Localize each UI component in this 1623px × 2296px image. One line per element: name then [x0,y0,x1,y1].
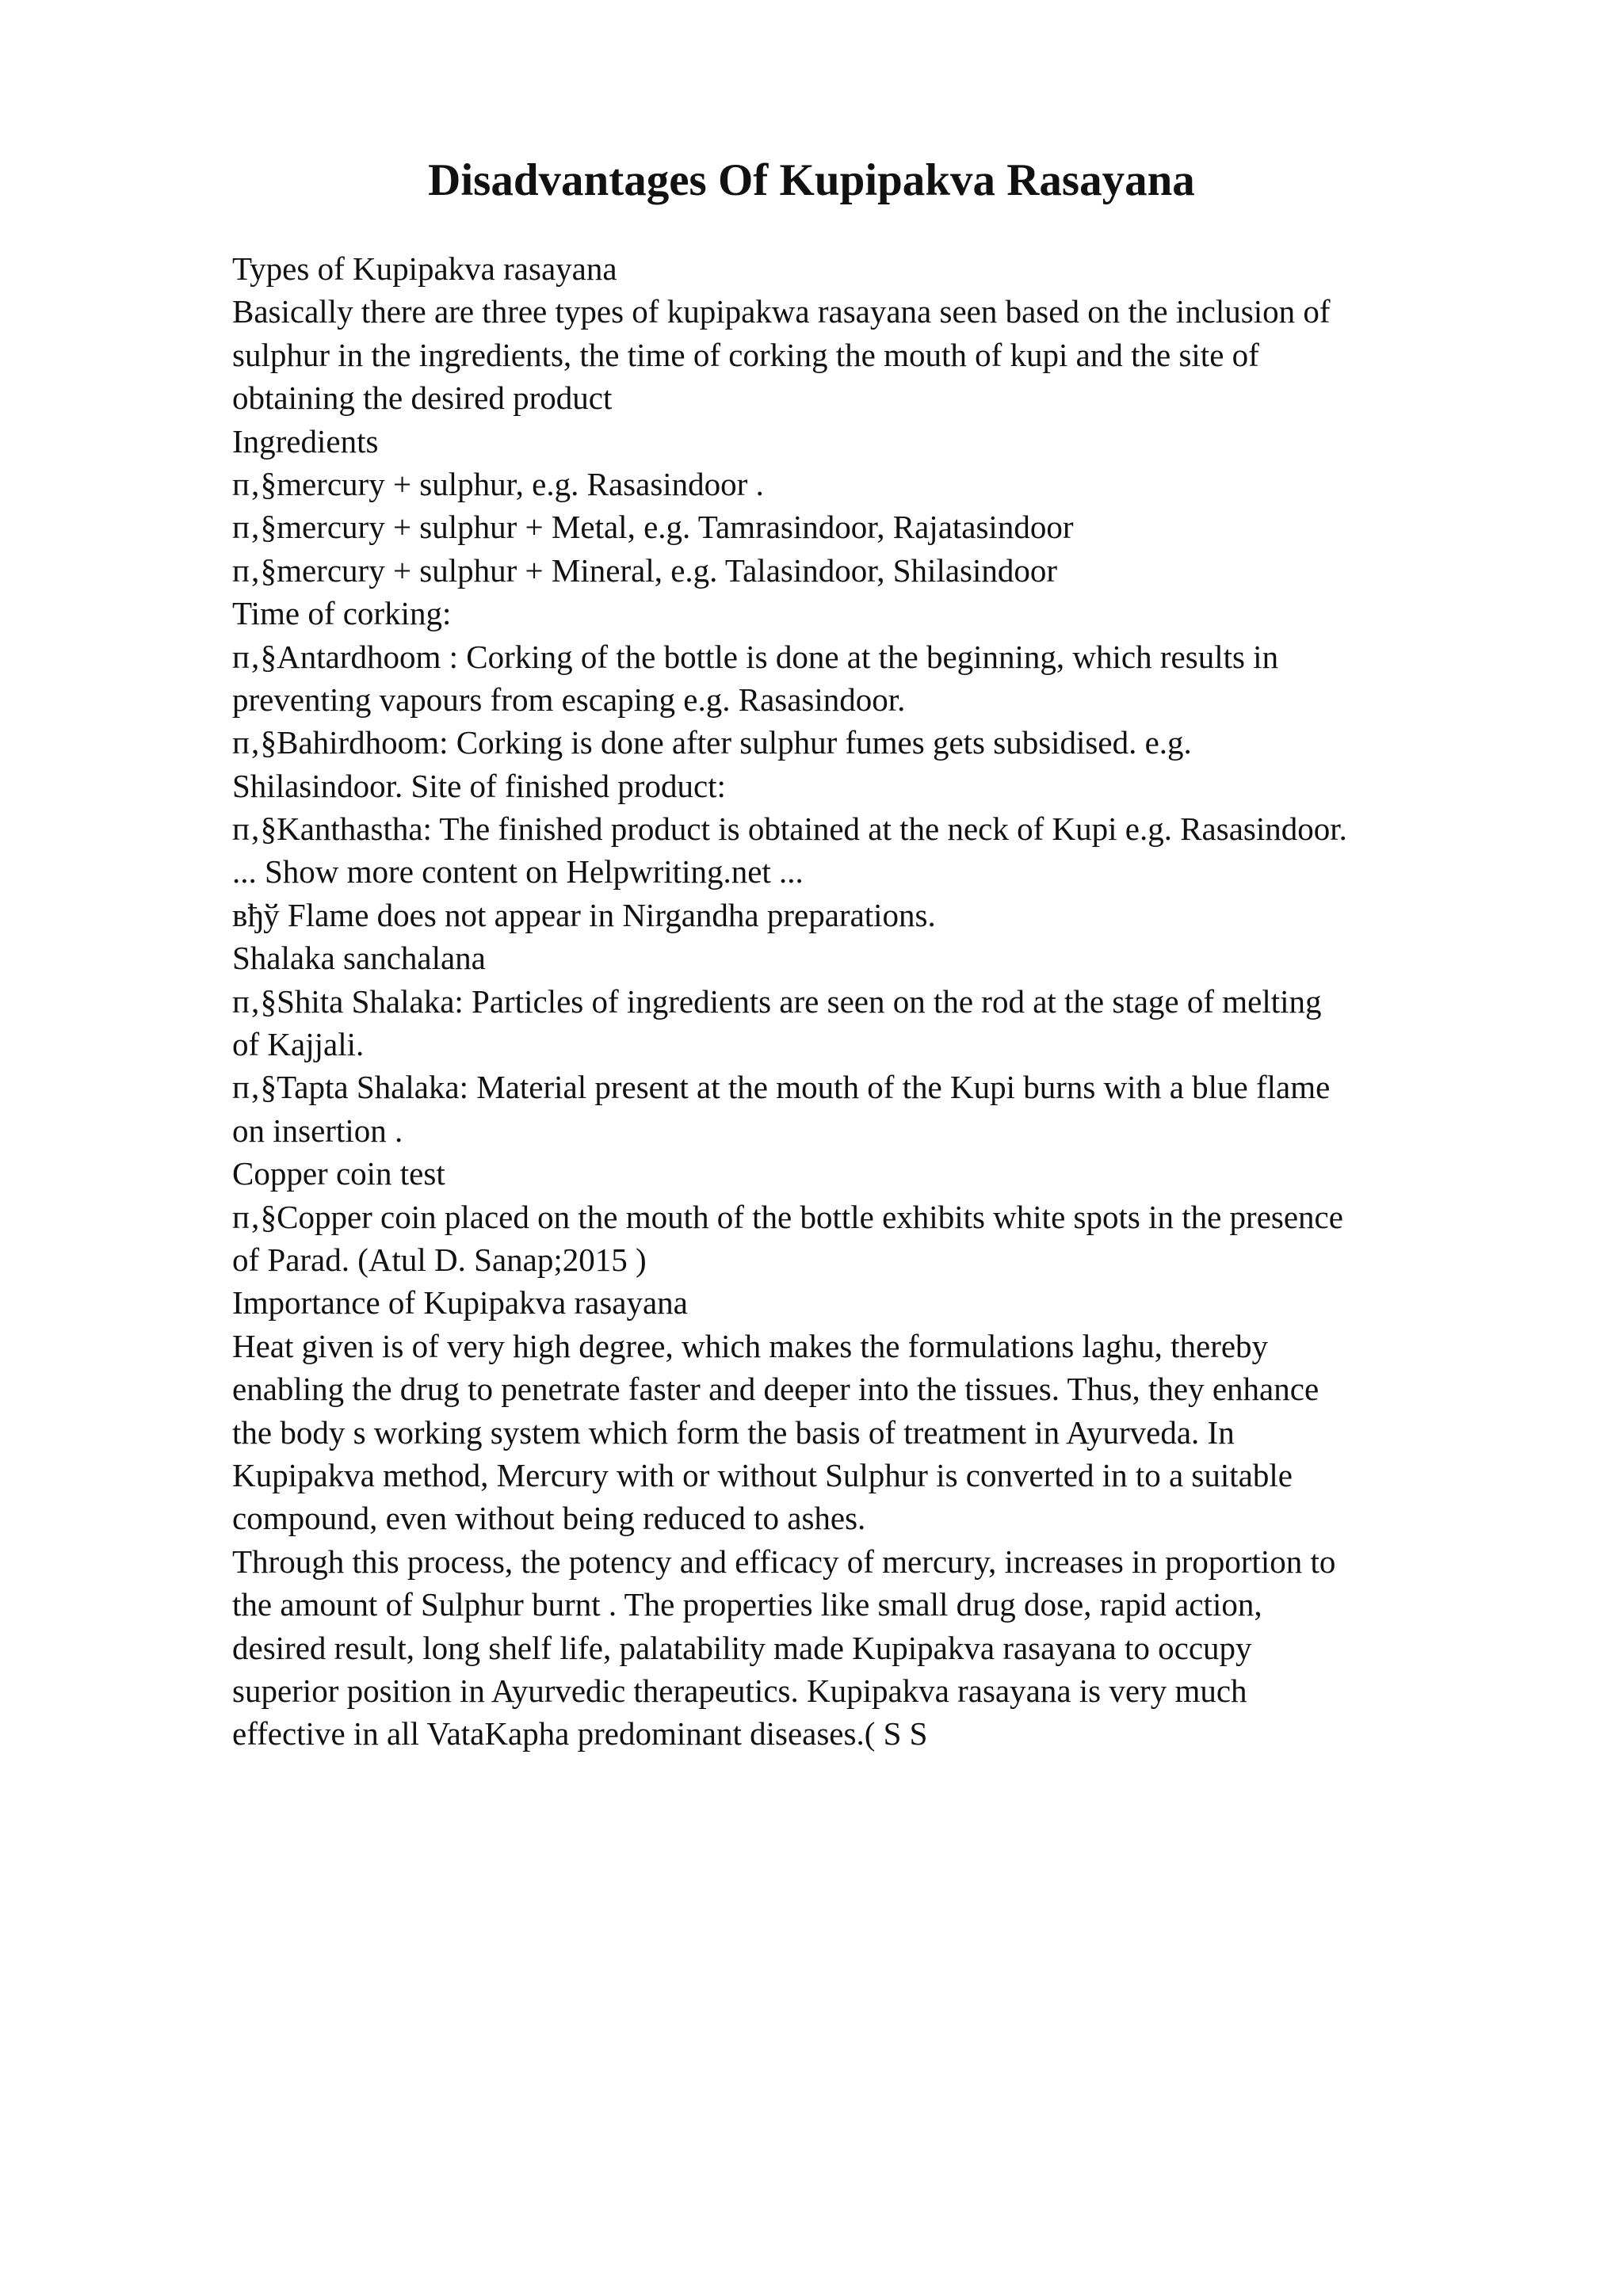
text-line: п‚§mercury + sulphur + Mineral, e.g. Talasindoor, Shilasindoor [232,551,1058,589]
text-line: sulphur in the ingredients, the time of corking the mouth of kupi and the site of [232,336,1259,373]
text-line: п‚§Kanthastha: The finished product is obtained at the neck of Kupi e.g. Rasasindoor. [232,810,1347,848]
text-line: obtaining the desired product [232,379,613,417]
text-line: superior position in Ayurvedic therapeutics. Kupipakva rasayana is very much [232,1672,1247,1709]
text-line: the amount of Sulphur burnt . The properties like small drug dose, rapid action, [232,1586,1262,1623]
text-line: effective in all VataKapha predominant diseases.( S S [232,1715,928,1753]
text-line: Basically there are three types of kupipakwa rasayana seen based on the inclusion of [232,293,1331,330]
text-line: Importance of Kupipakva rasayana [232,1284,688,1322]
text-line: Kupipakva method, Mercury with or without Sulphur is converted in to a suitable [232,1456,1293,1493]
text-line: preventing vapours from escaping e.g. Rasasindoor. [232,681,906,718]
text-line: Copper coin test [232,1155,445,1192]
text-line: вђў Flame does not appear in Nirgandha preparations. [232,896,936,933]
text-line: Shilasindoor. Site of finished product: [232,767,726,804]
text-line: Ingredients [232,422,379,460]
text-line: compound, even without being reduced to ashes. [232,1500,866,1537]
text-line: п‚§Copper coin placed on the mouth of the bottle exhibits white spots in the presence [232,1198,1343,1235]
text-line: on insertion . [232,1112,403,1149]
text-line: desired result, long shelf life, palatability made Kupipakva rasayana to occupy [232,1629,1252,1666]
text-line: ... Show more content on Helpwriting.net ... [232,853,804,891]
document-title: Disadvantages Of Kupipakva Rasayana [428,155,1195,205]
text-line: Shalaka sanchalana [232,940,486,977]
document-body [232,247,1524,1756]
text-line: п‚§Antardhoom : Corking of the bottle is done at the beginning, which results in [232,638,1279,675]
text-line: п‚§Tapta Shalaka: Material present at the mouth of the Kupi burns with a blue flame [232,1069,1331,1106]
text-line: the body s working system which form the basis of treatment in Ayurveda. In [232,1413,1235,1451]
text-line: enabling the drug to penetrate faster and deeper into the tissues. Thus, they enhance [232,1371,1319,1408]
text-line: Types of Kupipakva rasayana [232,250,617,287]
text-line: Time of corking: [232,595,452,632]
text-line: п‚§Shita Shalaka: Particles of ingredients are seen on the rod at the stage of melting [232,982,1322,1020]
text-line: of Kajjali. [232,1026,365,1063]
text-line: of Parad. (Atul D. Sanap;2015 ) [232,1241,647,1278]
text-line: п‚§Bahirdhoom: Corking is done after sulphur fumes gets subsidised. e.g. [232,724,1192,761]
text-line: п‚§mercury + sulphur + Metal, e.g. Tamrasindoor, Rajatasindoor [232,509,1074,546]
text-line: п‚§mercury + sulphur, e.g. Rasasindoor . [232,465,764,502]
text-line: Through this process, the potency and efficacy of mercury, increases in proportion to [232,1543,1336,1580]
text-line: Heat given is of very high degree, which makes the formulations laghu, thereby [232,1327,1269,1364]
